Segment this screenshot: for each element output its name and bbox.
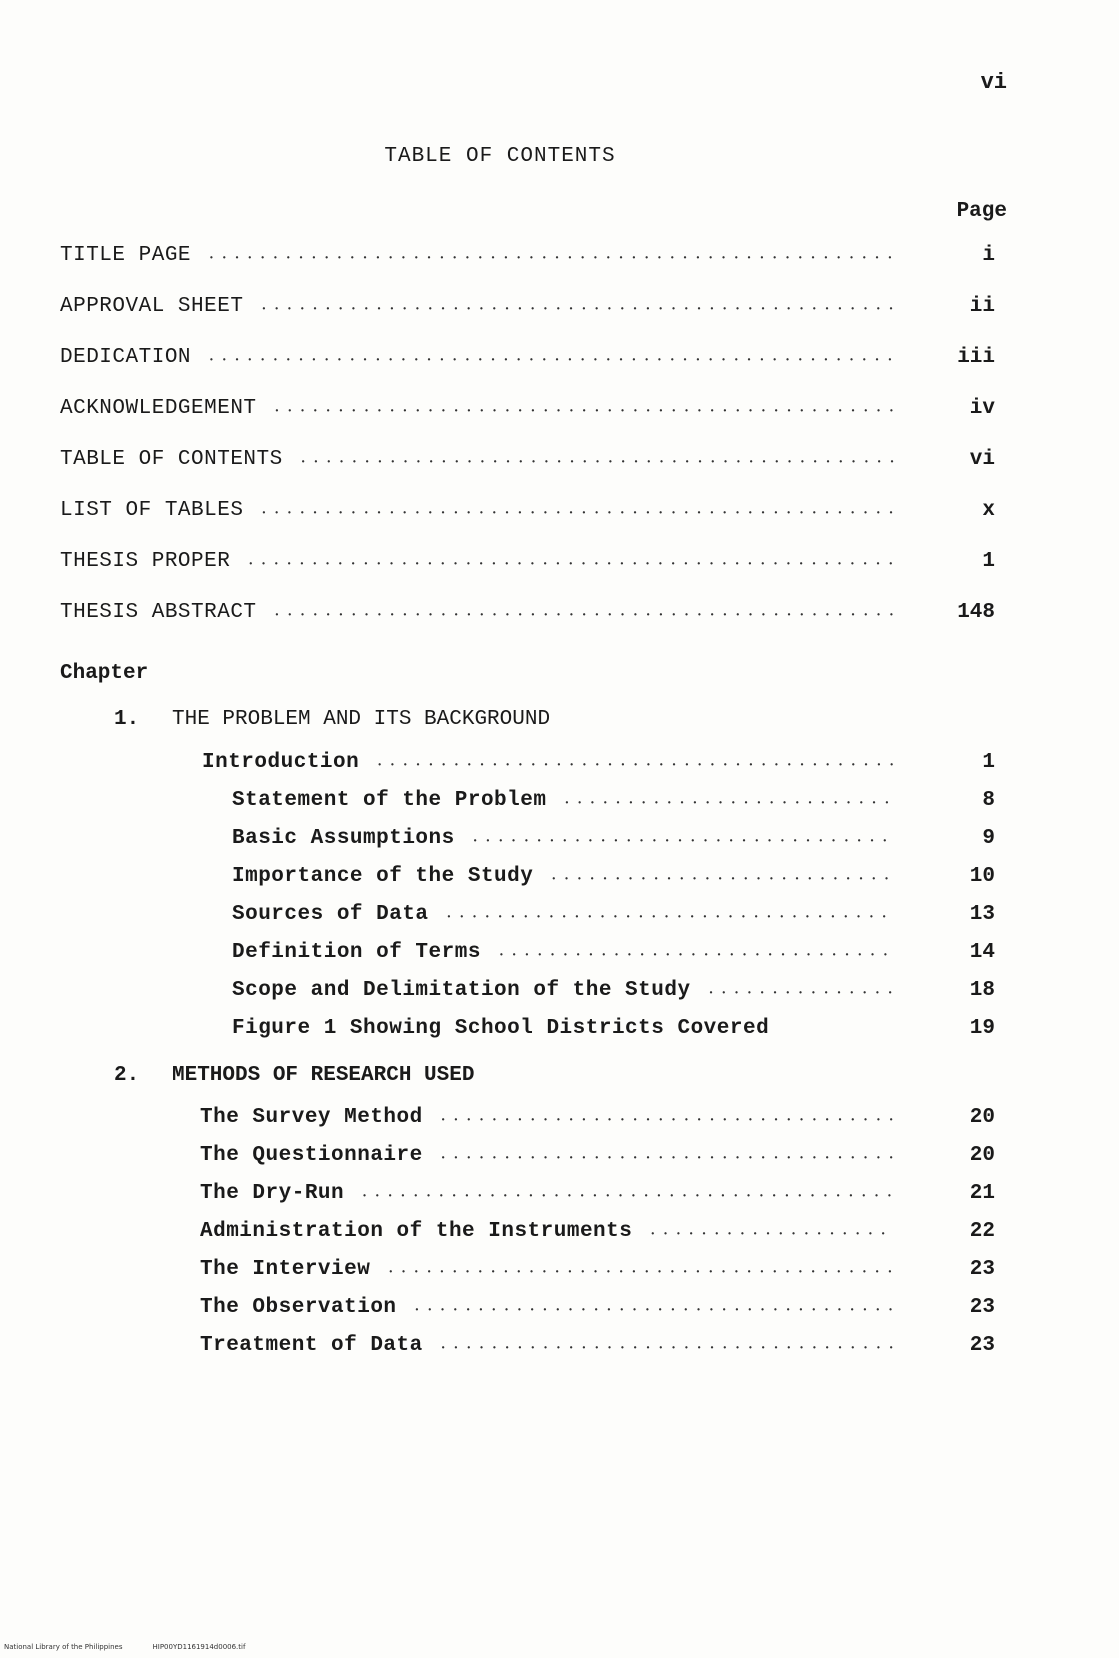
leader-dots [447,903,894,931]
toc-entry-page: ii [969,295,995,318]
toc-entry-label: THESIS ABSTRACT [60,601,257,624]
leader-dots [388,1258,894,1286]
toc-entry [232,902,995,931]
toc-entry-page: 1 [982,550,995,573]
toc-entry-page: 1 [982,751,995,774]
toc-entry [202,750,995,779]
toc-entry [200,1219,995,1248]
toc-entry-label: Introduction [202,751,360,774]
leader-dots [564,789,894,817]
toc-entry-label: The Dry-Run [200,1182,345,1205]
toc-entry [232,940,995,969]
toc-entry-page: 20 [969,1106,995,1129]
toc-entry [200,1257,995,1286]
toc-entry [232,864,995,893]
toc-entry-page: 20 [969,1144,995,1167]
chapter-heading [114,708,550,731]
toc-entry-page: 148 [957,601,995,624]
toc-entry-page: 19 [969,1017,995,1040]
leader-dots [248,550,894,578]
toc-entry-label: APPROVAL SHEET [60,295,244,318]
toc-entry-label: The Survey Method [200,1106,423,1129]
leader-dots [275,397,894,425]
chapter-heading [114,1064,474,1087]
toc-entry-label: Definition of Terms [232,941,481,964]
toc-entry-page: 10 [969,865,995,888]
leader-dots [209,346,894,374]
toc-entry-label: TABLE OF CONTENTS [60,448,283,471]
leader-dots [301,448,894,476]
toc-entry-page: 22 [969,1220,995,1243]
toc-entry [232,978,995,1007]
page-title: TABLE OF CONTENTS [384,145,616,168]
chapter-title: THE PROBLEM AND ITS BACKGROUND [172,708,551,731]
toc-entry-page: 18 [969,979,995,1002]
toc-entry-page: 8 [982,789,995,812]
toc-entry-page: 9 [982,827,995,850]
toc-entry-label: TITLE PAGE [60,244,192,267]
leader-dots [551,865,894,893]
toc-entry-label: Basic Assumptions [232,827,455,850]
toc-entry-page: iv [969,397,995,420]
chapter-number: 1. [114,708,140,731]
leader-dots [441,1106,894,1134]
leader-dots [499,941,894,969]
toc-entry-page: 23 [969,1296,995,1319]
toc-entry [200,1105,995,1134]
toc-entry-label: DEDICATION [60,346,192,369]
leader-dots [709,979,894,1007]
toc-entry [60,498,995,527]
toc-entry [60,345,995,374]
leader-dots [473,827,894,855]
page-number: vi [980,70,1007,95]
chapter-number: 2. [114,1064,140,1087]
leader-dots [275,601,894,629]
page-column-label: Page [956,200,1007,223]
toc-entry-page: iii [957,346,995,369]
toc-entry-label: THESIS PROPER [60,550,231,573]
leader-dots [415,1296,894,1324]
toc-entry [200,1333,995,1362]
toc-entry-label: Treatment of Data [200,1334,423,1357]
toc-entry-label: LIST OF TABLES [60,499,244,522]
toc-entry [60,243,995,272]
toc-entry [232,788,995,817]
leader-dots [261,295,894,323]
toc-entry-label: Figure 1 Showing School Districts Covered [232,1017,770,1040]
toc-entry-label: Scope and Delimitation of the Study [232,979,691,1002]
toc-entry-page: vi [969,448,995,471]
toc-entry [60,396,995,425]
leader-dots [650,1220,894,1248]
leader-dots [377,751,894,779]
chapter-column-label: Chapter [60,662,149,685]
toc-entry [60,447,995,476]
toc-entry [60,549,995,578]
toc-entry-page: 21 [969,1182,995,1205]
toc-entry-label: The Interview [200,1258,371,1281]
toc-entry-label: The Observation [200,1296,397,1319]
toc-entry-label: Importance of the Study [232,865,534,888]
toc-entry-page: i [982,244,995,267]
leader-dots [209,244,894,272]
scan-footer [4,1643,275,1651]
toc-entry-page: 23 [969,1334,995,1357]
leader-dots [441,1334,894,1362]
toc-entry-label: The Questionnaire [200,1144,423,1167]
toc-entry-page: 13 [969,903,995,926]
toc-entry-page: 23 [969,1258,995,1281]
toc-entry-label: Administration of the Instruments [200,1220,633,1243]
leader-dots [261,499,894,527]
leader-dots [441,1144,894,1172]
toc-entry [60,294,995,323]
toc-entry-label: ACKNOWLEDGEMENT [60,397,257,420]
footer-file: HIP00YD1161914d0006.tif [152,1643,246,1651]
toc-entry [200,1181,995,1210]
footer-library: National Library of the Philippines [4,1643,123,1651]
toc-entry [200,1143,995,1172]
toc-entry-label: Sources of Data [232,903,429,926]
toc-entry [232,1016,995,1042]
toc-entry [200,1295,995,1324]
toc-entry-page: 14 [969,941,995,964]
toc-entry [60,600,995,629]
chapter-title: METHODS OF RESEARCH USED [172,1064,475,1087]
leader-dots [362,1182,894,1210]
toc-entry [232,826,995,855]
toc-entry-page: x [982,499,995,522]
toc-entry-label: Statement of the Problem [232,789,547,812]
